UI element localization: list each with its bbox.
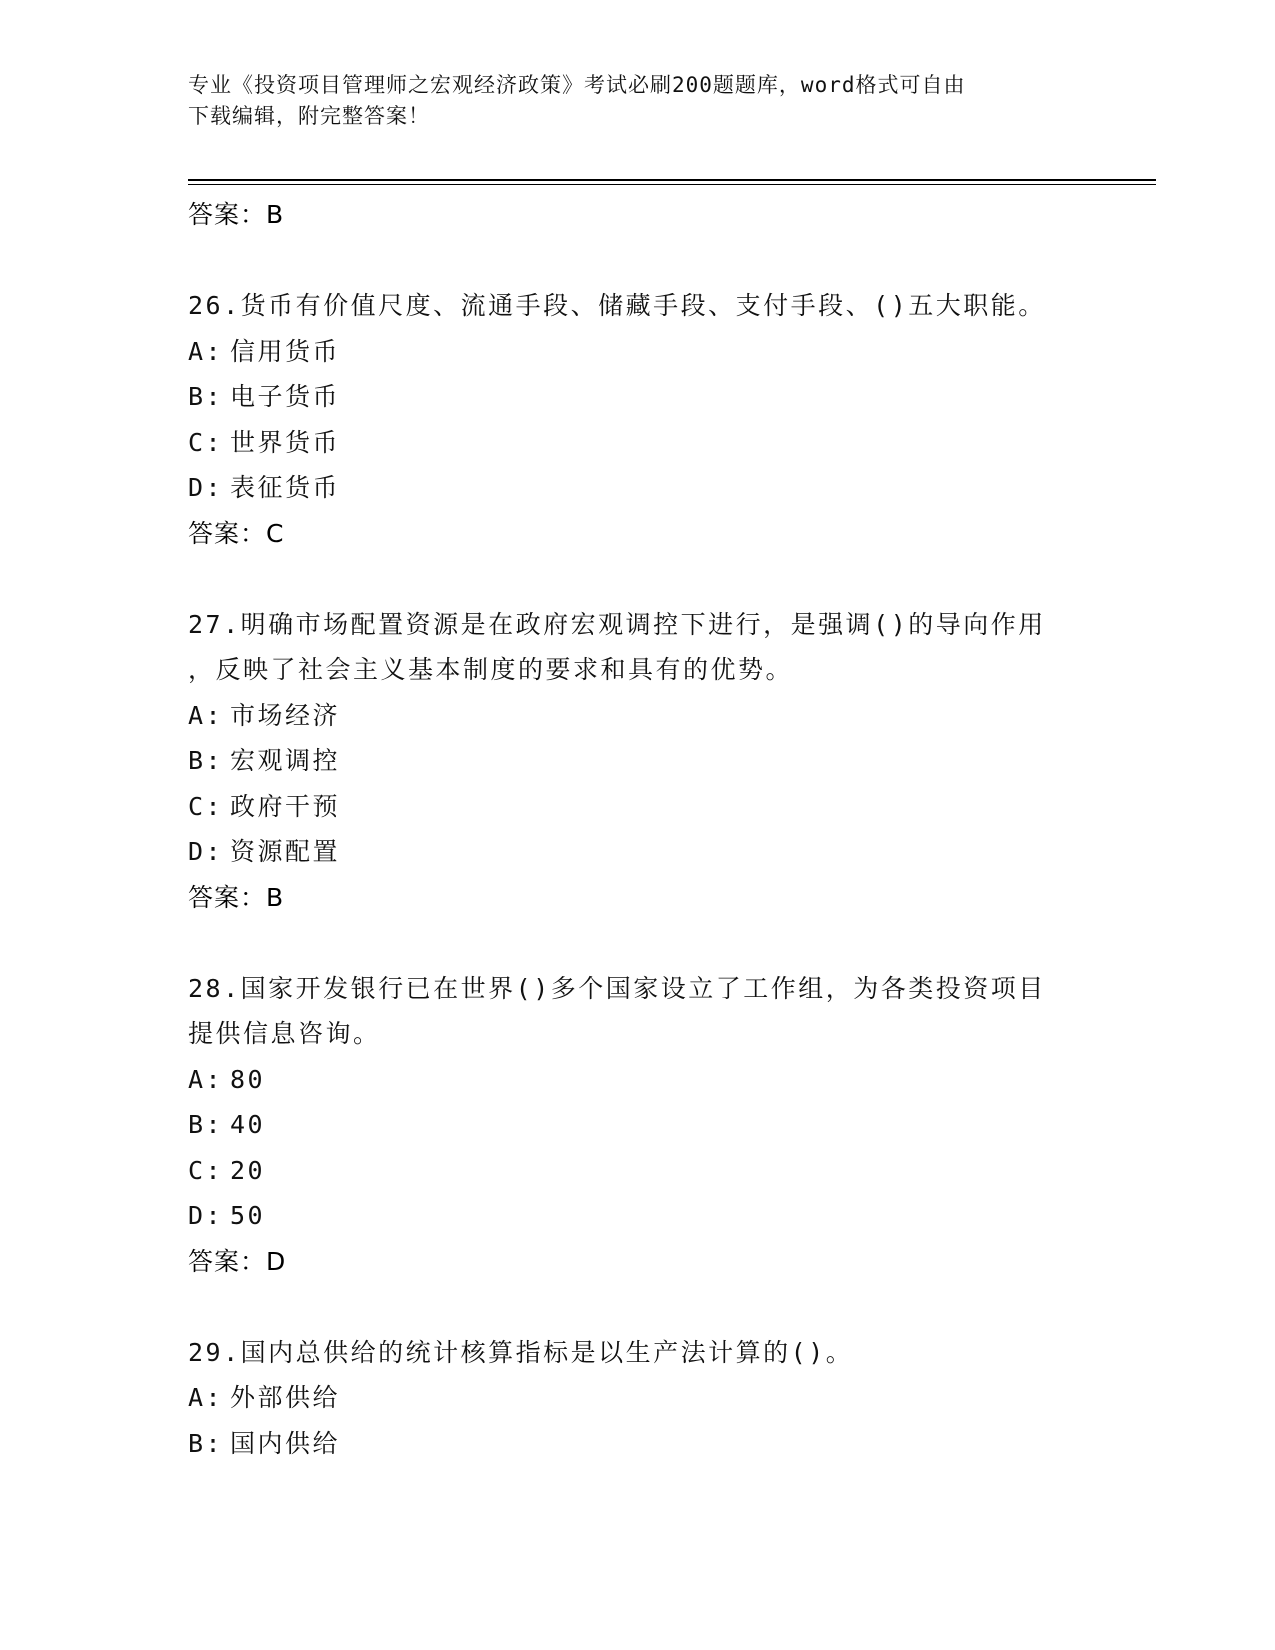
question-block — [188, 283, 1148, 602]
option-label: B: — [188, 746, 224, 775]
question-text: 26.货币有价值尺度、流通手段、储藏手段、支付手段、()五大职能。 — [188, 291, 1046, 320]
option-text: 40 — [230, 1110, 266, 1139]
option-label: A: — [188, 1383, 224, 1412]
option-label: B: — [188, 1110, 224, 1139]
answer-option — [188, 329, 1148, 375]
option-text: 80 — [230, 1064, 266, 1094]
spacer — [188, 238, 1148, 284]
answer-option — [188, 784, 1148, 830]
option-label: B: — [188, 382, 224, 411]
option-label: A: — [188, 1064, 224, 1094]
answer-option — [188, 1421, 1148, 1467]
answer-option — [188, 1057, 1148, 1103]
answer-option — [188, 738, 1148, 784]
question-text: ，反映了社会主义基本制度的要求和具有的优势。 — [188, 655, 794, 684]
answer-option — [188, 465, 1148, 511]
answer-option — [188, 693, 1148, 739]
answer-key: 答案：D — [188, 1246, 287, 1276]
question-block — [188, 602, 1148, 966]
answer-option — [188, 420, 1148, 466]
option-text: 外部供给 — [230, 1383, 341, 1412]
option-text: 电子货币 — [230, 382, 341, 411]
option-text: 50 — [230, 1201, 266, 1230]
question-block — [188, 1330, 1148, 1467]
option-text: 20 — [230, 1155, 266, 1185]
document-header — [188, 70, 1068, 132]
header-line-2: 下载编辑，附完整答案！ — [188, 104, 430, 128]
header-rule-thick — [188, 179, 1156, 181]
spacer — [188, 920, 1148, 966]
option-label: C: — [188, 427, 224, 457]
answer-option — [188, 374, 1148, 420]
question-list — [188, 192, 1148, 1466]
questions-container — [188, 283, 1148, 1466]
answer-option — [188, 1193, 1148, 1239]
answer-option — [188, 1102, 1148, 1148]
header-rule-thin — [188, 184, 1156, 185]
spacer — [188, 1284, 1148, 1330]
option-text: 国内供给 — [230, 1428, 341, 1458]
option-label: B: — [188, 1428, 224, 1458]
question-text: 27.明确市场配置资源是在政府宏观调控下进行，是强调()的导向作用 — [188, 609, 1046, 639]
option-text: 表征货币 — [230, 473, 341, 502]
spacer — [188, 556, 1148, 602]
option-label: D: — [188, 1201, 224, 1230]
option-label: D: — [188, 473, 224, 502]
option-text: 资源配置 — [230, 837, 341, 866]
answer-option — [188, 1375, 1148, 1421]
option-text: 世界货币 — [230, 427, 341, 457]
answer-option — [188, 1148, 1148, 1194]
answer-key: 答案：B — [188, 882, 285, 912]
answer-key: 答案：C — [188, 518, 285, 548]
option-text: 市场经济 — [230, 700, 341, 730]
option-text: 宏观调控 — [230, 746, 341, 775]
question-text: 29.国内总供给的统计核算指标是以生产法计算的()。 — [188, 1337, 854, 1367]
question-text: 提供信息咨询。 — [188, 1019, 381, 1048]
option-label: D: — [188, 837, 224, 866]
question-block — [188, 966, 1148, 1330]
option-text: 信用货币 — [230, 336, 341, 366]
question-text: 28.国家开发银行已在世界()多个国家设立了工作组，为各类投资项目 — [188, 973, 1046, 1003]
option-label: A: — [188, 336, 224, 366]
previous-answer: 答案：B — [188, 200, 285, 229]
answer-option — [188, 829, 1148, 875]
option-text: 政府干预 — [230, 791, 341, 821]
option-label: C: — [188, 791, 224, 821]
option-label: C: — [188, 1155, 224, 1185]
header-line-1: 专业《投资项目管理师之宏观经济政策》考试必刷200题题库，word格式可自由 — [188, 73, 966, 97]
option-label: A: — [188, 700, 224, 730]
